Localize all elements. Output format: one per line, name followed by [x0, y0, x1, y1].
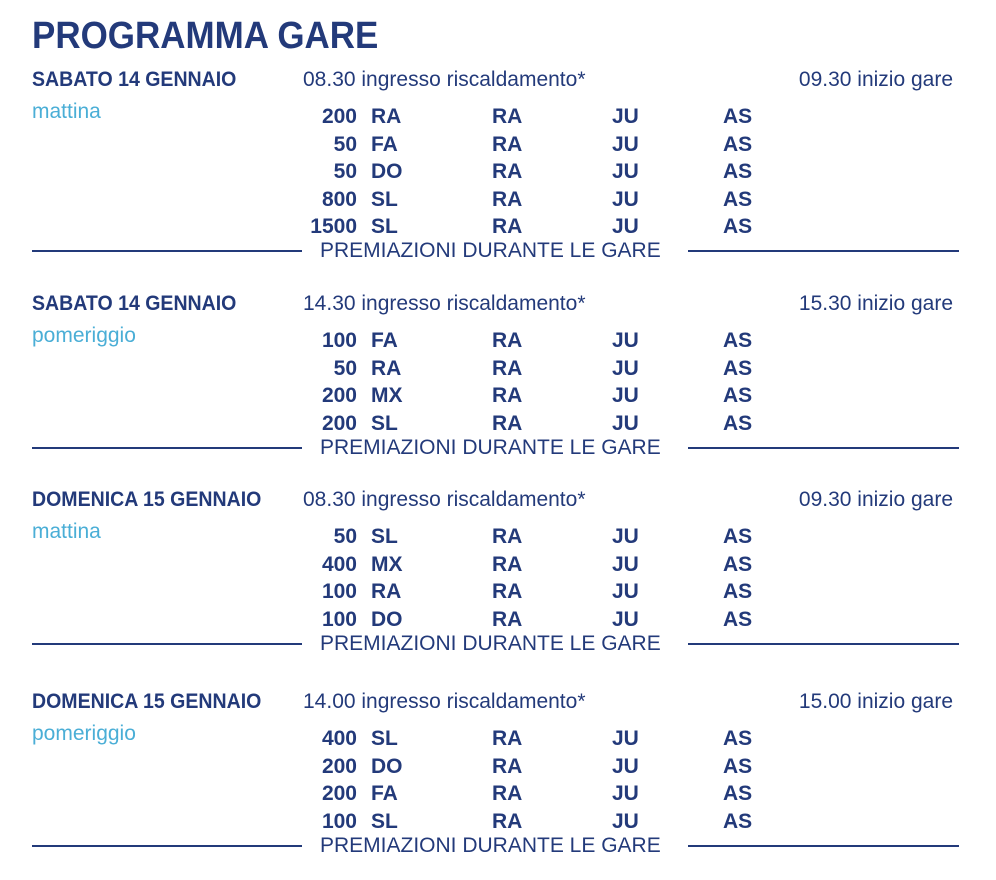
race-distance: 50 [333, 356, 357, 380]
race-distance: 200 [321, 411, 357, 435]
category-ra: RA [492, 727, 523, 750]
race-distance: 800 [321, 187, 357, 211]
category-ra: RA [492, 215, 523, 238]
category-ju: JU [612, 809, 639, 833]
session-period: pomeriggio [32, 722, 136, 745]
race-row [0, 523, 996, 551]
race-row [0, 131, 996, 159]
category-as: AS [723, 160, 753, 183]
category-as: AS [723, 384, 753, 407]
race-style: FA [371, 329, 398, 352]
warmup-time: 14.00 ingresso riscaldamento* [303, 690, 586, 713]
session-day: DOMENICA 15 GENNAIO [32, 690, 262, 713]
race-distance: 1500 [310, 215, 357, 238]
category-as: AS [723, 105, 753, 128]
awards-divider [0, 237, 996, 265]
race-style: RA [371, 356, 402, 380]
category-ju: JU [612, 187, 639, 211]
category-as: AS [723, 187, 753, 211]
race-distance: 200 [321, 782, 357, 805]
race-distance: 50 [333, 132, 357, 156]
race-distance: 100 [321, 607, 357, 631]
category-ju: JU [612, 329, 639, 352]
category-ra: RA [492, 809, 523, 833]
race-style: SL [371, 411, 398, 435]
category-as: AS [723, 356, 753, 380]
category-ju: JU [612, 411, 639, 435]
session-day: SABATO 14 GENNAIO [32, 68, 237, 91]
race-style: FA [371, 782, 398, 805]
awards-divider [0, 434, 996, 462]
category-ra: RA [492, 411, 523, 435]
session-day: DOMENICA 15 GENNAIO [32, 488, 262, 511]
race-style: DO [371, 160, 403, 183]
divider-line-left [32, 643, 302, 645]
race-style: SL [371, 215, 398, 238]
race-distance: 50 [333, 525, 357, 548]
category-ju: JU [612, 525, 639, 548]
category-as: AS [723, 132, 753, 156]
category-ju: JU [612, 607, 639, 631]
race-distance: 200 [321, 384, 357, 407]
race-row [0, 753, 996, 781]
start-time: 09.30 inizio gare [798, 68, 953, 91]
race-row [0, 725, 996, 753]
category-ra: RA [492, 187, 523, 211]
category-ra: RA [492, 580, 523, 603]
race-style: FA [371, 132, 398, 156]
category-ju: JU [612, 782, 639, 805]
category-ju: JU [612, 754, 639, 778]
race-distance: 200 [321, 105, 357, 128]
race-row [0, 551, 996, 579]
warmup-time: 08.30 ingresso riscaldamento* [303, 68, 586, 91]
session-day: SABATO 14 GENNAIO [32, 292, 237, 315]
race-distance: 100 [321, 580, 357, 603]
race-row [0, 355, 996, 383]
race-distance: 50 [333, 160, 357, 183]
category-ra: RA [492, 782, 523, 805]
race-row [0, 780, 996, 808]
page-title: PROGRAMMA GARE [32, 15, 379, 57]
category-ra: RA [492, 384, 523, 407]
session-period: mattina [32, 100, 101, 123]
divider-line-right [688, 643, 959, 645]
divider-line-right [688, 845, 959, 847]
divider-line-right [688, 250, 959, 252]
category-ra: RA [492, 754, 523, 778]
category-as: AS [723, 329, 753, 352]
race-style: SL [371, 727, 398, 750]
category-ju: JU [612, 580, 639, 603]
awards-note: PREMIAZIONI DURANTE LE GARE [320, 631, 661, 655]
awards-divider [0, 832, 996, 860]
category-as: AS [723, 552, 753, 576]
category-ju: JU [612, 356, 639, 380]
race-distance: 100 [321, 329, 357, 352]
category-ju: JU [612, 160, 639, 183]
category-ju: JU [612, 132, 639, 156]
awards-note: PREMIAZIONI DURANTE LE GARE [320, 435, 661, 459]
category-as: AS [723, 607, 753, 631]
race-distance: 200 [321, 754, 357, 778]
category-ra: RA [492, 356, 523, 380]
race-row [0, 578, 996, 606]
race-style: SL [371, 187, 398, 211]
category-as: AS [723, 215, 753, 238]
race-style: MX [371, 384, 403, 407]
category-ra: RA [492, 329, 523, 352]
awards-note: PREMIAZIONI DURANTE LE GARE [320, 833, 661, 857]
race-style: DO [371, 754, 403, 778]
race-style: SL [371, 809, 398, 833]
race-distance: 400 [321, 727, 357, 750]
category-ra: RA [492, 552, 523, 576]
category-ra: RA [492, 160, 523, 183]
race-distance: 100 [321, 809, 357, 833]
category-as: AS [723, 809, 753, 833]
category-ju: JU [612, 105, 639, 128]
divider-line-left [32, 845, 302, 847]
category-ju: JU [612, 552, 639, 576]
divider-line-right [688, 447, 959, 449]
session-period: pomeriggio [32, 324, 136, 347]
awards-divider [0, 630, 996, 658]
start-time: 15.30 inizio gare [798, 292, 953, 315]
category-as: AS [723, 580, 753, 603]
race-style: RA [371, 580, 402, 603]
category-ju: JU [612, 727, 639, 750]
awards-note: PREMIAZIONI DURANTE LE GARE [320, 239, 661, 262]
race-style: RA [371, 105, 402, 128]
race-row [0, 103, 996, 131]
warmup-time: 08.30 ingresso riscaldamento* [303, 488, 586, 511]
race-style: MX [371, 552, 403, 576]
category-as: AS [723, 754, 753, 778]
start-time: 09.30 inizio gare [798, 488, 953, 511]
category-as: AS [723, 782, 753, 805]
divider-line-left [32, 250, 302, 252]
race-row [0, 158, 996, 186]
race-row [0, 382, 996, 410]
category-ra: RA [492, 105, 523, 128]
category-as: AS [723, 411, 753, 435]
race-row [0, 186, 996, 214]
race-row [0, 327, 996, 355]
category-ra: RA [492, 525, 523, 548]
start-time: 15.00 inizio gare [798, 690, 953, 713]
divider-line-left [32, 447, 302, 449]
race-distance: 400 [321, 552, 357, 576]
race-style: DO [371, 607, 403, 631]
category-ra: RA [492, 132, 523, 156]
category-as: AS [723, 727, 753, 750]
session-period: mattina [32, 520, 101, 543]
category-as: AS [723, 525, 753, 548]
category-ju: JU [612, 384, 639, 407]
warmup-time: 14.30 ingresso riscaldamento* [303, 292, 586, 315]
category-ra: RA [492, 607, 523, 631]
category-ju: JU [612, 215, 639, 238]
race-style: SL [371, 525, 398, 548]
